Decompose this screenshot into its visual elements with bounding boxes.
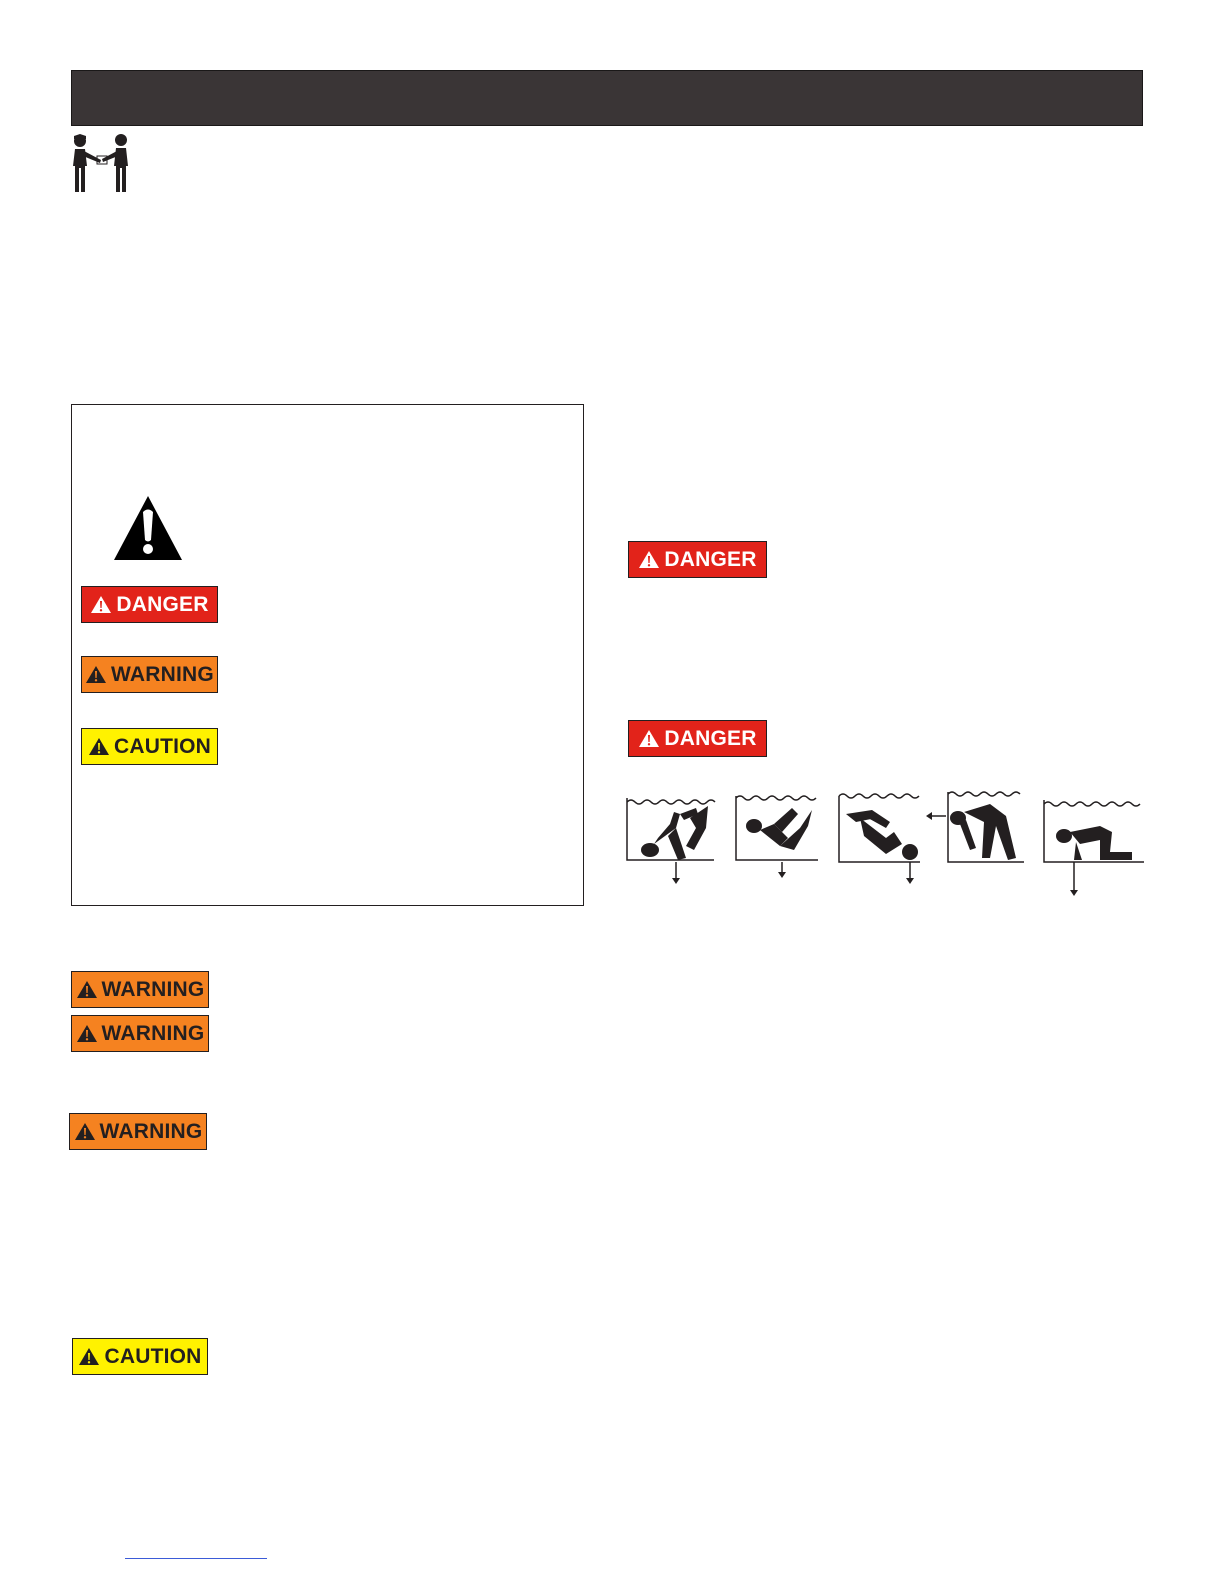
warning-text: WARNING [99,1120,203,1143]
warning-text: WARNING [101,978,205,1001]
alert-triangle-icon [76,1024,98,1043]
alert-triangle-icon [638,550,660,569]
alert-triangle-icon [85,665,107,684]
caution-signal-label [81,728,218,765]
danger-text: DANGER [664,548,757,571]
alert-triangle-icon [90,595,112,614]
danger-text: DANGER [116,593,209,616]
danger-text: DANGER [664,727,757,750]
warning-signal-label [71,1015,209,1052]
alert-triangle-icon [88,737,110,756]
footer-link-underline[interactable] [125,1558,267,1559]
caution-text: CAUTION [104,1345,202,1368]
warning-text: WARNING [111,663,214,686]
caution-text: CAUTION [113,735,212,758]
warning-signal-label [69,1113,207,1150]
safety-definitions-box [71,404,584,906]
warning-signal-label [81,656,218,693]
danger-signal-label [628,541,767,578]
alert-triangle-icon [76,980,98,999]
alert-triangle-icon [78,1347,100,1366]
warning-text: WARNING [101,1022,205,1045]
owner-handover-icon [68,132,134,194]
alert-triangle-icon [74,1122,96,1141]
caution-signal-label [72,1338,208,1375]
danger-signal-label [628,720,767,757]
alert-triangle-icon [638,729,660,748]
section-header-bar [71,70,1143,126]
safety-alert-triangle-icon [112,494,184,562]
danger-signal-label [81,586,218,623]
warning-signal-label [71,971,209,1008]
entrapment-hazard-pictograms [624,788,1146,900]
